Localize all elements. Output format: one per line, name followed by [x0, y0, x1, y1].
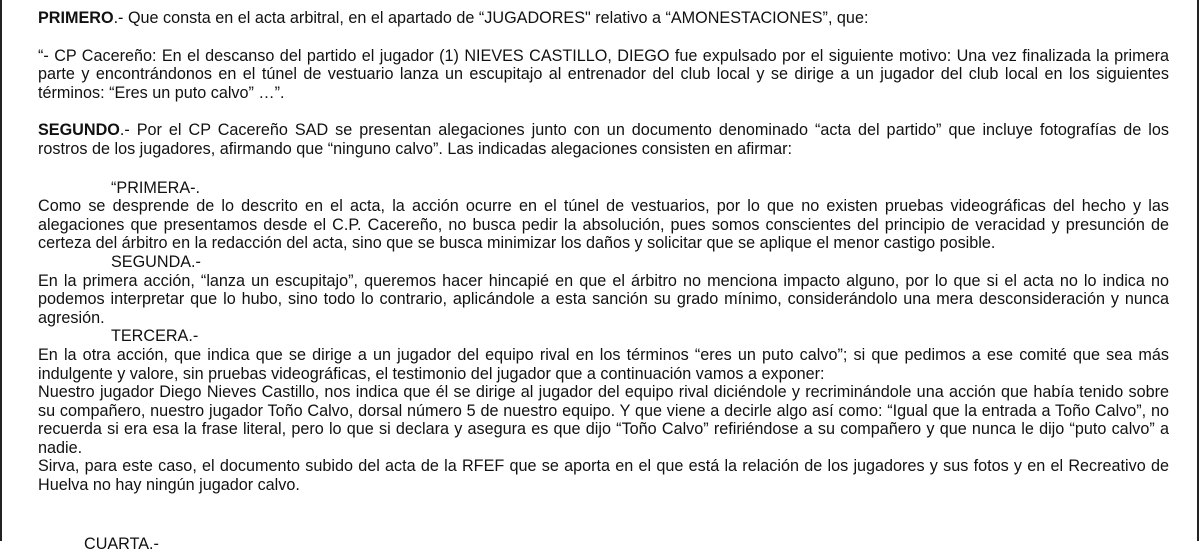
paragraph-segundo: [38, 121, 1169, 158]
allegation-text-primera: Como se desprende de lo descrito en el acta, la acción ocurre en el túnel de vestuarios, por lo que no existen pruebas videográficas del hecho y las alegaciones que presentamos desde el C.P. Cacereño, no busca pedir la absolución, pues somos conscientes del principio de veracidad y presunción de certeza del árbitro en la redacción del acta, sino que se busca minimizar los daños y solicitar que se aplique el menor castigo posible.: [38, 197, 1169, 253]
allegation-heading-cuarta: CUARTA.-: [84, 535, 159, 553]
allegation-text-tercera-2: Nuestro jugador Diego Nieves Castillo, nos indica que él se dirige al jugador del equipo rival diciéndole y recriminándole una acción que había tenido sobre su compañero, nuestro jugador Toño Calvo, dorsal número 5 de nuestro equipo. Y que viene a decirle algo así como: “Igual que la entrada a Toño Calvo”, no recuerda si era esa la frase literal, pero lo que si declara y asegura es que dijo “Toño Calvo” refiriéndose a su compañero y que nunca le dijo “puto calvo” a nadie.: [38, 383, 1169, 457]
allegation-text-segunda: En la primera acción, “lanza un escupitajo”, queremos hacer hincapié en que el árbitro no menciona impacto alguno, por lo que si el acta no lo indica no podemos interpretar que lo hubo, sino todo lo contrario, aplicándole a esta sanción su grado mínimo, considerándolo una mera desconsideración y nunca agresión.: [38, 271, 1169, 327]
segundo-text: .- Por el CP Cacereño SAD se presentan alegaciones junto con un documento denominado “acta del partido” que incluye fotografías de los rostros de los jugadores, afirmando que “ninguno calvo”. Las indicadas alegaciones consisten en afirmar:: [38, 121, 1169, 158]
allegation-heading-segunda: SEGUNDA.-: [111, 252, 201, 271]
heading-primero: PRIMERO: [38, 9, 114, 27]
primero-text: .- Que consta en el acta arbitral, en el apartado de “JUGADORES" relativo a “AMONESTACIONES”, que:: [113, 9, 869, 27]
paragraph-primero: [38, 9, 1169, 28]
allegation-heading-primera: “PRIMERA-.: [111, 178, 201, 197]
allegation-text-tercera-1: En la otra acción, que indica que se dirige a un jugador del equipo rival en los términos “eres un puto calvo”; si que pedimos a ese comité que sea más indulgente y valore, sin pruebas videográficas, el testimonio del jugador que a continuación vamos a exponer:: [38, 345, 1169, 383]
document-body: [38, 0, 1169, 495]
allegation-text-tercera-3: Sirva, para este caso, el documento subido del acta de la RFEF que se aporta en el que está la relación de los jugadores y sus fotos y en el Recreativo de Huelva no hay ningún jugador calvo.: [38, 457, 1169, 495]
referee-quote: “- CP Cacereño: En el descanso del partido el jugador (1) NIEVES CASTILLO, DIEGO fue expulsado por el siguiente motivo: Una vez finalizada la primera parte y encontrándonos en el túnel de vestuario lanza un escupitajo al entrenador del club local y se dirige a un jugador del club local en los siguientes términos: “Eres un puto calvo” …”.: [38, 46, 1169, 102]
allegation-heading-tercera: TERCERA.-: [111, 327, 199, 346]
heading-segundo: SEGUNDO: [38, 121, 120, 140]
